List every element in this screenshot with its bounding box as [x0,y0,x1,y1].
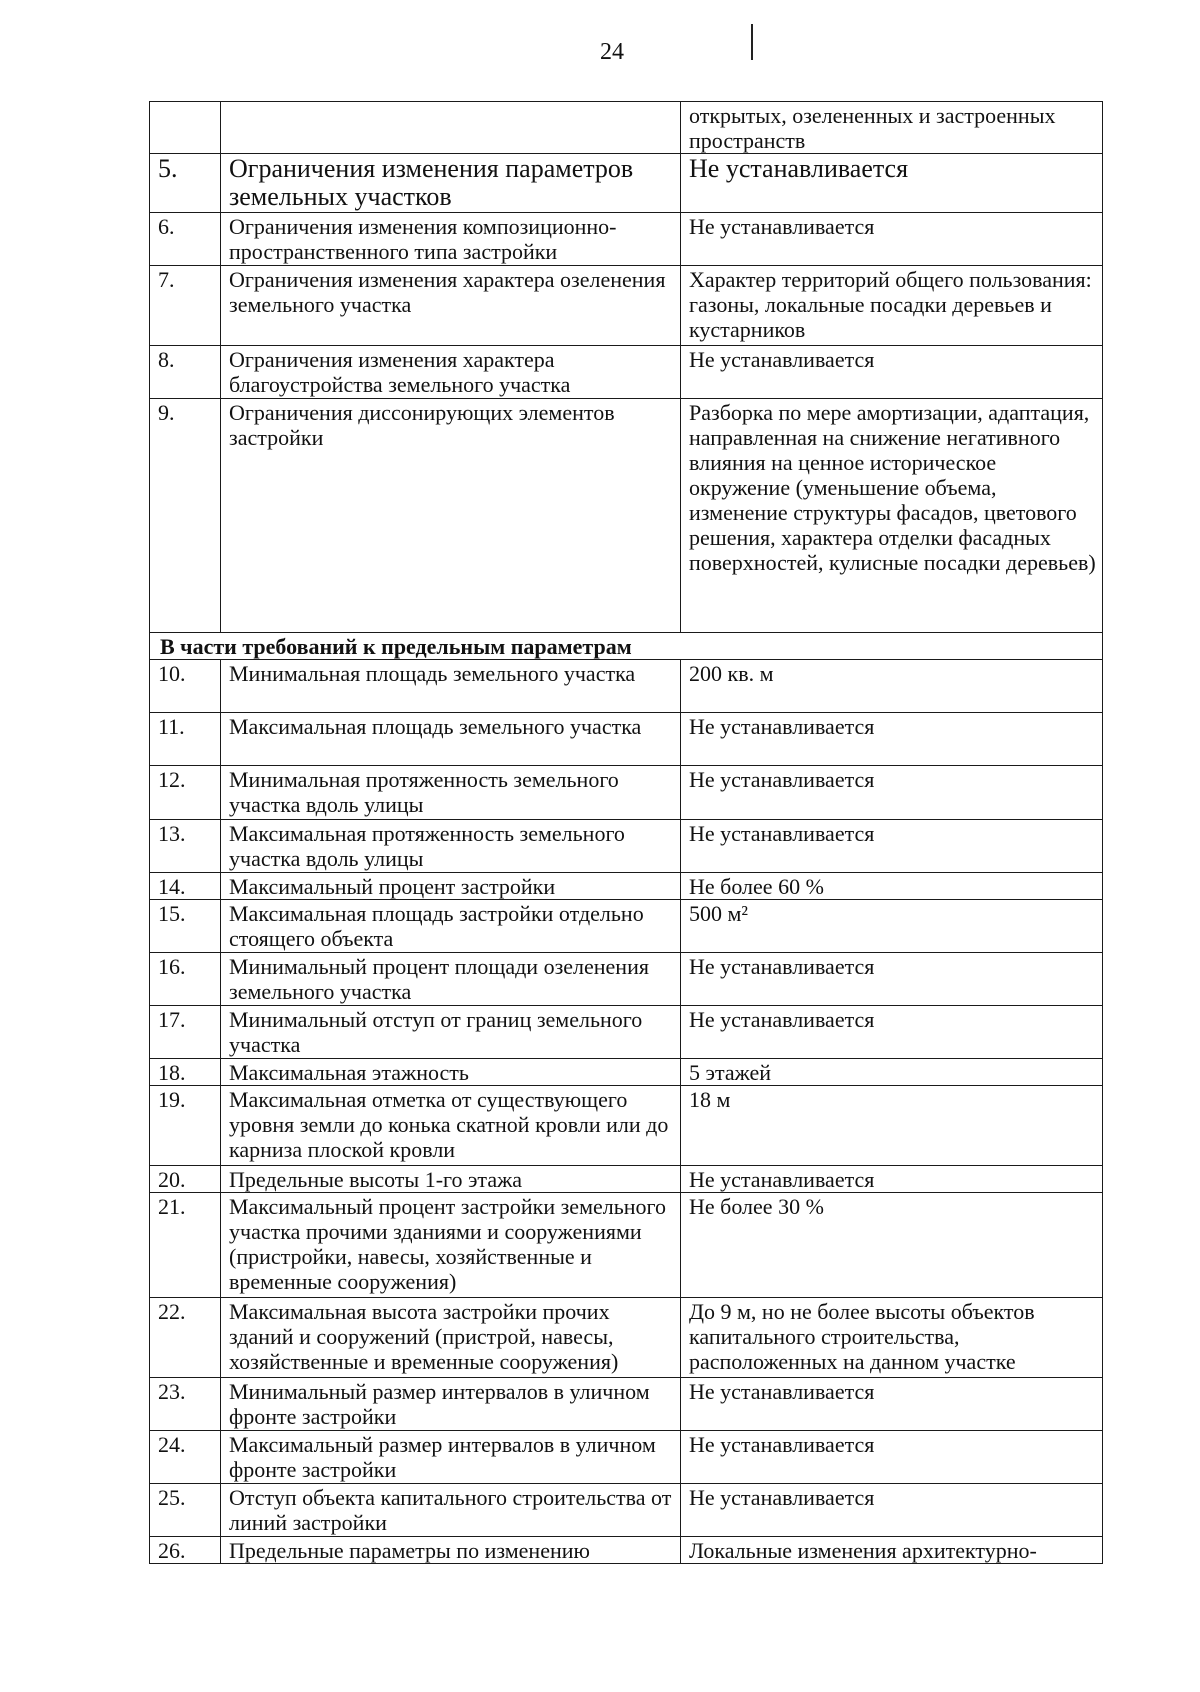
row-value: Не устанавливается [681,766,1103,820]
row-value: Не устанавливается [681,1166,1103,1193]
section-title: В части требований к предельным параметрам [150,633,1103,660]
table-row [150,873,1103,900]
row-value: Не устанавливается [681,713,1103,766]
row-number: 18. [150,1059,221,1086]
row-value: Локальные изменения архитектурно- [681,1537,1103,1564]
row-value: Не устанавливается [681,820,1103,873]
page-number: 24 [600,39,624,65]
row-number: 7. [150,266,221,346]
table-row [150,1166,1103,1193]
table-row [150,820,1103,873]
table-row [150,1378,1103,1431]
table-row [150,900,1103,953]
row-number: 20. [150,1166,221,1193]
row-value: Не более 30 % [681,1193,1103,1298]
row-value: 5 этажей [681,1059,1103,1086]
row-number: 6. [150,213,221,266]
row-number: 13. [150,820,221,873]
row-value: Не более 60 % [681,873,1103,900]
table-row [150,1193,1103,1298]
table-row [150,1086,1103,1166]
table-row [150,213,1103,266]
table-row [150,1431,1103,1484]
row-name: Предельные высоты 1-го этажа [221,1166,681,1193]
row-value: 200 кв. м [681,660,1103,713]
table-row [150,1059,1103,1086]
row-value: Не устанавливается [681,953,1103,1006]
row-number: 23. [150,1378,221,1431]
regulations-table [149,101,1103,1564]
table-row [150,713,1103,766]
row-value: 500 м² [681,900,1103,953]
row-name: Ограничения изменения характера озеленения земельного участка [221,266,681,346]
row-number: 21. [150,1193,221,1298]
section-row [150,633,1103,660]
row-name: Минимальный процент площади озеленения земельного участка [221,953,681,1006]
row-value: Не устанавливается [681,1006,1103,1059]
row-number: 5. [150,154,221,213]
table-row [150,1298,1103,1378]
table-row [150,266,1103,346]
table-row [150,1484,1103,1537]
row-name: Максимальная высота застройки прочих зданий и сооружений (пристрой, навесы, хозяйственные и временные сооружения) [221,1298,681,1378]
row-name: Максимальная площадь земельного участка [221,713,681,766]
row-name: Ограничения изменения характера благоустройства земельного участка [221,346,681,399]
table-row [150,346,1103,399]
table-row [150,1537,1103,1564]
row-value: 18 м [681,1086,1103,1166]
row-number: 9. [150,399,221,633]
table-row [150,154,1103,213]
row-value: открытых, озелененных и застроенных пространств [681,102,1103,154]
row-number: 11. [150,713,221,766]
row-value: Не устанавливается [681,154,1103,213]
row-name: Ограничения изменения композиционно-пространственного типа застройки [221,213,681,266]
row-name: Ограничения диссонирующих элементов застройки [221,399,681,633]
row-name: Максимальная площадь застройки отдельно стоящего объекта [221,900,681,953]
row-number: 16. [150,953,221,1006]
row-number: 22. [150,1298,221,1378]
row-value: Не устанавливается [681,1484,1103,1537]
row-name: Отступ объекта капитального строительства от линий застройки [221,1484,681,1537]
row-value: До 9 м, но не более высоты объектов капитального строительства, расположенных на данном участке [681,1298,1103,1378]
row-value: Не устанавливается [681,1378,1103,1431]
row-name: Максимальный процент застройки [221,873,681,900]
row-value: Не устанавливается [681,1431,1103,1484]
row-name: Максимальный размер интервалов в уличном фронте застройки [221,1431,681,1484]
row-name: Максимальная этажность [221,1059,681,1086]
row-name: Максимальная протяженность земельного участка вдоль улицы [221,820,681,873]
row-name: Максимальный процент застройки земельного участка прочими зданиями и сооружениями (пристройки, навесы, хозяйственные и временные сооружения) [221,1193,681,1298]
row-number: 14. [150,873,221,900]
row-number: 19. [150,1086,221,1166]
row-name: Максимальная отметка от существующего уровня земли до конька скатной кровли или до карниза плоской кровли [221,1086,681,1166]
table-row [150,660,1103,713]
row-name: Минимальный размер интервалов в уличном фронте застройки [221,1378,681,1431]
row-number: 8. [150,346,221,399]
table-row [150,102,1103,154]
row-name: Минимальный отступ от границ земельного участка [221,1006,681,1059]
row-value: Не устанавливается [681,346,1103,399]
row-value: Не устанавливается [681,213,1103,266]
row-number: 15. [150,900,221,953]
table-row [150,953,1103,1006]
row-value: Характер территорий общего пользования: газоны, локальные посадки деревьев и кустарников [681,266,1103,346]
table-row [150,399,1103,633]
row-number: 26. [150,1537,221,1564]
row-number [150,102,221,154]
row-name [221,102,681,154]
row-number: 12. [150,766,221,820]
row-number: 24. [150,1431,221,1484]
row-name: Минимальная площадь земельного участка [221,660,681,713]
row-name: Предельные параметры по изменению [221,1537,681,1564]
row-number: 10. [150,660,221,713]
row-number: 17. [150,1006,221,1059]
row-value: Разборка по мере амортизации, адаптация, направленная на снижение негативного влияния на ценное историческое окружение (уменьшение объема, изменение структуры фасадов, цветового решения, характера отделки фасадных поверхностей, кулисные посадки деревьев) [681,399,1103,633]
scan-mark [751,24,753,60]
row-number: 25. [150,1484,221,1537]
table-row [150,1006,1103,1059]
row-name: Минимальная протяженность земельного участка вдоль улицы [221,766,681,820]
row-name: Ограничения изменения параметров земельных участков [221,154,681,213]
table-row [150,766,1103,820]
